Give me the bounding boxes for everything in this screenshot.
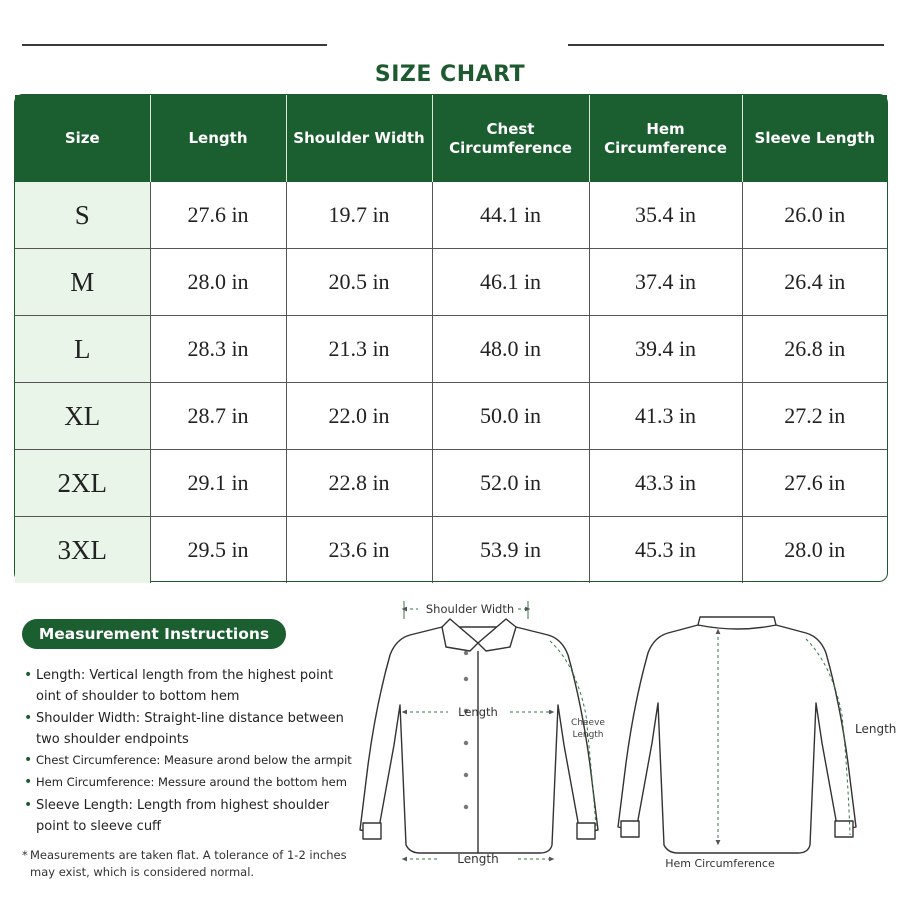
bullet-icon: • xyxy=(24,752,33,768)
table-row xyxy=(15,517,887,584)
header-shoulder-width: Shoulder Width xyxy=(286,95,432,182)
hem-cell: 37.4 in xyxy=(589,249,742,316)
front-chest-label: Length xyxy=(458,705,498,719)
hem-cell: 41.3 in xyxy=(589,383,742,450)
table-header-row xyxy=(15,95,887,182)
tolerance-note-text: Measurements are taken flat. A tolerance of 1-2 inches may exist, which is considered normal. xyxy=(30,848,347,879)
back-sleeve-length-label: Length xyxy=(855,722,897,736)
hem-cell: 45.3 in xyxy=(589,517,742,584)
sleeve-cell: 28.0 in xyxy=(784,537,846,562)
sleeve-label-line2: Length xyxy=(572,730,604,740)
shoulder-width-cell: 20.5 in xyxy=(286,249,432,316)
back-shirt-body xyxy=(618,625,856,853)
size-label: XL xyxy=(15,383,150,450)
size-chart-table xyxy=(14,94,888,582)
hem-cell: 35.4 in xyxy=(589,182,742,249)
header-length: Length xyxy=(150,95,286,182)
chest-cell: 48.0 in xyxy=(432,316,589,383)
header-chest-circumference: Chest Circumference xyxy=(432,95,589,182)
hem-cell: 43.3 in xyxy=(589,450,742,517)
size-label: 2XL xyxy=(15,450,150,517)
length-cell: 27.6 in xyxy=(150,182,286,249)
table-row xyxy=(15,249,887,316)
list-item xyxy=(22,795,352,837)
header-rule-right xyxy=(568,44,884,46)
bullet-icon: • xyxy=(24,797,33,813)
chest-cell: 50.0 in xyxy=(432,383,589,450)
size-label: S xyxy=(15,182,150,249)
header-size: Size xyxy=(15,95,150,182)
bullet-icon: • xyxy=(24,710,33,726)
length-cell: 29.5 in xyxy=(150,517,286,584)
list-item xyxy=(22,751,352,769)
instruction-sleeve: Sleeve Length: Length from highest shoulder point to sleeve cuff xyxy=(36,798,330,834)
sleeve-cell: 26.8 in xyxy=(742,316,887,383)
sleeve-cell: 27.2 in xyxy=(742,383,887,450)
header-hem-circumference: Hem Circumference xyxy=(589,95,742,182)
table-row xyxy=(15,316,887,383)
list-item xyxy=(22,773,352,791)
chest-cell: 46.1 in xyxy=(432,249,589,316)
length-cell: 28.3 in xyxy=(150,316,286,383)
size-label: 3XL xyxy=(15,517,150,584)
table-row xyxy=(15,182,887,249)
header-sleeve-length: Sleeve Length xyxy=(742,95,887,182)
sleeve-cell: 26.0 in xyxy=(742,182,887,249)
front-bottom-length-label: Length xyxy=(457,852,499,866)
chest-cell: 52.0 in xyxy=(432,450,589,517)
hem-circumference-label: Hem Circumference xyxy=(665,857,775,870)
sleeve-cell: 26.4 in xyxy=(742,249,887,316)
length-cell: 28.7 in xyxy=(150,383,286,450)
shoulder-width-cell: 22.0 in xyxy=(286,383,432,450)
instruction-length: Length: Vertical length from the highest point oint of shoulder to bottom hem xyxy=(36,668,334,704)
instructions-list xyxy=(22,665,352,838)
hem-cell: 39.4 in xyxy=(589,316,742,383)
bullet-icon: • xyxy=(24,774,33,790)
sleeve-cell: 27.6 in xyxy=(742,450,887,517)
instruction-chest: Chest Circumference: Measurе arοnd below the armpit xyxy=(36,753,352,767)
shoulder-width-cell: 21.3 in xyxy=(286,316,432,383)
list-item xyxy=(22,708,352,750)
front-shirt-icon xyxy=(360,619,598,853)
header-rule-left xyxy=(22,44,327,46)
measurement-instructions-heading: Measurement Instructions xyxy=(22,619,286,649)
shoulder-width-label: Shoulder Width xyxy=(425,602,515,616)
instruction-shoulder-width: Shoulder Width: Straight-line distance between two shoulder endpoints xyxy=(36,711,344,747)
instruction-hem: Hem Circumference: Messure around the bottom hem xyxy=(36,775,347,789)
shirt-diagram xyxy=(350,595,897,885)
front-shirt-body xyxy=(360,627,598,853)
page-title: SIZE CHART xyxy=(374,62,526,87)
shoulder-width-cell: 19.7 in xyxy=(286,182,432,249)
size-label: M xyxy=(15,249,150,316)
size-label: L xyxy=(15,316,150,383)
length-cell: 29.1 in xyxy=(150,450,286,517)
bullet-icon: • xyxy=(24,667,33,683)
back-collar xyxy=(698,617,776,629)
shoulder-width-cell: 23.6 in xyxy=(286,517,432,584)
tolerance-note xyxy=(22,847,350,881)
sleeve-label-line1: Cheeve xyxy=(571,718,605,728)
chest-cell: 44.1 in xyxy=(432,182,589,249)
shoulder-width-cell: 22.8 in xyxy=(286,450,432,517)
list-item xyxy=(22,665,352,707)
length-cell: 28.0 in xyxy=(150,249,286,316)
asterisk-icon: * xyxy=(22,848,28,862)
table-row xyxy=(15,450,887,517)
back-shirt-icon xyxy=(618,617,856,853)
chest-cell: 53.9 in xyxy=(432,517,589,584)
table-row xyxy=(15,383,887,450)
